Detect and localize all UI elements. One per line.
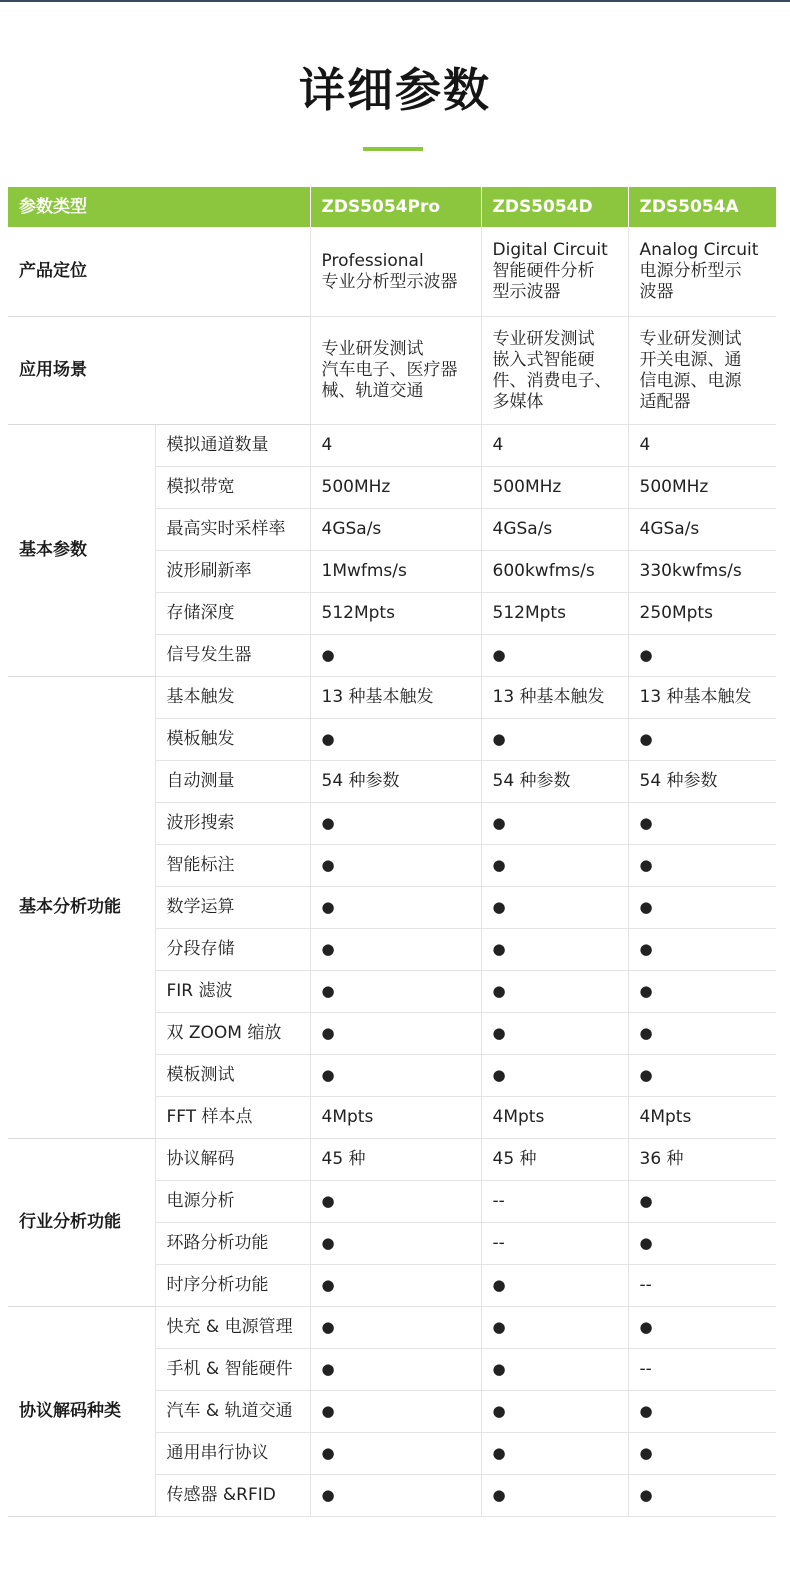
cell-value: 13 种基本触发 bbox=[310, 677, 481, 719]
table-row bbox=[8, 425, 776, 467]
supported-dot: ● bbox=[481, 1391, 628, 1433]
supported-dot: ● bbox=[310, 1391, 481, 1433]
supported-dot: ● bbox=[628, 803, 776, 845]
supported-dot: ● bbox=[481, 1433, 628, 1475]
supported-dot: ● bbox=[628, 719, 776, 761]
supported-dot: ● bbox=[481, 887, 628, 929]
cell-value: 250Mpts bbox=[628, 593, 776, 635]
header-param-type: 参数类型 bbox=[8, 187, 310, 227]
row-application-scenario bbox=[8, 317, 776, 425]
supported-dot: ● bbox=[481, 971, 628, 1013]
cell-value: 4 bbox=[628, 425, 776, 467]
supported-dot: ● bbox=[310, 1223, 481, 1265]
group-label: 协议解码种类 bbox=[8, 1307, 155, 1517]
cell-value: Analog Circuit 电源分析型示 波器 bbox=[628, 227, 776, 317]
supported-dot: ● bbox=[481, 1475, 628, 1517]
cell-value: 专业研发测试 开关电源、通 信电源、电源 适配器 bbox=[628, 317, 776, 425]
header-model-d: ZDS5054D bbox=[481, 187, 628, 227]
spec-table bbox=[8, 187, 776, 1517]
supported-dot: ● bbox=[481, 1307, 628, 1349]
supported-dot: ● bbox=[310, 887, 481, 929]
cell-value: 45 种 bbox=[481, 1139, 628, 1181]
group-label: 基本分析功能 bbox=[8, 677, 155, 1139]
supported-dot: ● bbox=[310, 1349, 481, 1391]
param-name: 协议解码 bbox=[155, 1139, 310, 1181]
supported-dot: ● bbox=[628, 1307, 776, 1349]
param-name: 波形搜索 bbox=[155, 803, 310, 845]
group-label: 基本参数 bbox=[8, 425, 155, 677]
supported-dot: ● bbox=[481, 1013, 628, 1055]
supported-dot: ● bbox=[628, 929, 776, 971]
cell-value: 54 种参数 bbox=[628, 761, 776, 803]
param-name: 快充 & 电源管理 bbox=[155, 1307, 310, 1349]
cell-value: 330kwfms/s bbox=[628, 551, 776, 593]
row-product-positioning bbox=[8, 227, 776, 317]
supported-dot: ● bbox=[310, 845, 481, 887]
param-name: 通用串行协议 bbox=[155, 1433, 310, 1475]
param-name: 模板测试 bbox=[155, 1055, 310, 1097]
not-supported-dash: -- bbox=[481, 1223, 628, 1265]
supported-dot: ● bbox=[310, 971, 481, 1013]
not-supported-dash: -- bbox=[628, 1265, 776, 1307]
cell-value: 512Mpts bbox=[310, 593, 481, 635]
supported-dot: ● bbox=[628, 845, 776, 887]
not-supported-dash: -- bbox=[628, 1349, 776, 1391]
param-name: 分段存储 bbox=[155, 929, 310, 971]
supported-dot: ● bbox=[628, 1055, 776, 1097]
supported-dot: ● bbox=[628, 1223, 776, 1265]
supported-dot: ● bbox=[481, 1349, 628, 1391]
group-label: 行业分析功能 bbox=[8, 1139, 155, 1307]
cell-value: 4Mpts bbox=[310, 1097, 481, 1139]
top-divider bbox=[0, 0, 790, 2]
param-name: 汽车 & 轨道交通 bbox=[155, 1391, 310, 1433]
supported-dot: ● bbox=[628, 1475, 776, 1517]
supported-dot: ● bbox=[310, 1055, 481, 1097]
supported-dot: ● bbox=[628, 1013, 776, 1055]
supported-dot: ● bbox=[628, 1181, 776, 1223]
param-name: 最高实时采样率 bbox=[155, 509, 310, 551]
param-name: 基本触发 bbox=[155, 677, 310, 719]
supported-dot: ● bbox=[310, 1307, 481, 1349]
cell-value: 54 种参数 bbox=[310, 761, 481, 803]
cell-value: 500MHz bbox=[310, 467, 481, 509]
supported-dot: ● bbox=[310, 1475, 481, 1517]
header-model-a: ZDS5054A bbox=[628, 187, 776, 227]
row-label: 应用场景 bbox=[8, 317, 310, 425]
cell-value: 专业研发测试 汽车电子、医疗器 械、轨道交通 bbox=[310, 317, 481, 425]
cell-value: 13 种基本触发 bbox=[628, 677, 776, 719]
table-row bbox=[8, 1139, 776, 1181]
param-name: 手机 & 智能硬件 bbox=[155, 1349, 310, 1391]
supported-dot: ● bbox=[481, 1265, 628, 1307]
supported-dot: ● bbox=[310, 803, 481, 845]
supported-dot: ● bbox=[481, 929, 628, 971]
cell-value: 4GSa/s bbox=[628, 509, 776, 551]
param-name: 智能标注 bbox=[155, 845, 310, 887]
param-name: 传感器 &RFID bbox=[155, 1475, 310, 1517]
title-accent-line bbox=[363, 147, 423, 151]
supported-dot: ● bbox=[310, 719, 481, 761]
supported-dot: ● bbox=[481, 635, 628, 677]
cell-value: 36 种 bbox=[628, 1139, 776, 1181]
param-name: 电源分析 bbox=[155, 1181, 310, 1223]
param-name: 模拟通道数量 bbox=[155, 425, 310, 467]
supported-dot: ● bbox=[481, 845, 628, 887]
supported-dot: ● bbox=[628, 1433, 776, 1475]
param-name: 双 ZOOM 缩放 bbox=[155, 1013, 310, 1055]
cell-value: 1Mwfms/s bbox=[310, 551, 481, 593]
supported-dot: ● bbox=[481, 1055, 628, 1097]
header-model-pro: ZDS5054Pro bbox=[310, 187, 481, 227]
supported-dot: ● bbox=[628, 635, 776, 677]
cell-value: 4Mpts bbox=[481, 1097, 628, 1139]
cell-value: 54 种参数 bbox=[481, 761, 628, 803]
cell-value: 专业研发测试 嵌入式智能硬 件、消费电子、 多媒体 bbox=[481, 317, 628, 425]
table-row bbox=[8, 1307, 776, 1349]
cell-value: 13 种基本触发 bbox=[481, 677, 628, 719]
cell-value: 500MHz bbox=[481, 467, 628, 509]
table-row bbox=[8, 677, 776, 719]
cell-value: 4GSa/s bbox=[481, 509, 628, 551]
supported-dot: ● bbox=[310, 1265, 481, 1307]
param-name: 模拟带宽 bbox=[155, 467, 310, 509]
cell-value: Professional 专业分析型示波器 bbox=[310, 227, 481, 317]
cell-value: 4GSa/s bbox=[310, 509, 481, 551]
param-name: 存储深度 bbox=[155, 593, 310, 635]
cell-value: 4 bbox=[310, 425, 481, 467]
cell-value: 4 bbox=[481, 425, 628, 467]
param-name: 自动测量 bbox=[155, 761, 310, 803]
param-name: 环路分析功能 bbox=[155, 1223, 310, 1265]
param-name: 模板触发 bbox=[155, 719, 310, 761]
supported-dot: ● bbox=[628, 887, 776, 929]
cell-value: Digital Circuit 智能硬件分析 型示波器 bbox=[481, 227, 628, 317]
cell-value: 600kwfms/s bbox=[481, 551, 628, 593]
cell-value: 45 种 bbox=[310, 1139, 481, 1181]
cell-value: 512Mpts bbox=[481, 593, 628, 635]
supported-dot: ● bbox=[628, 1391, 776, 1433]
supported-dot: ● bbox=[481, 803, 628, 845]
supported-dot: ● bbox=[310, 635, 481, 677]
cell-value: 500MHz bbox=[628, 467, 776, 509]
row-label: 产品定位 bbox=[8, 227, 310, 317]
param-name: 波形刷新率 bbox=[155, 551, 310, 593]
supported-dot: ● bbox=[310, 1013, 481, 1055]
param-name: 信号发生器 bbox=[155, 635, 310, 677]
not-supported-dash: -- bbox=[481, 1181, 628, 1223]
param-name: FIR 滤波 bbox=[155, 971, 310, 1013]
supported-dot: ● bbox=[310, 1181, 481, 1223]
table-header-row bbox=[8, 187, 776, 227]
supported-dot: ● bbox=[310, 1433, 481, 1475]
supported-dot: ● bbox=[481, 719, 628, 761]
page-title: 详细参数 bbox=[299, 63, 491, 117]
supported-dot: ● bbox=[310, 929, 481, 971]
supported-dot: ● bbox=[628, 971, 776, 1013]
param-name: 时序分析功能 bbox=[155, 1265, 310, 1307]
param-name: 数学运算 bbox=[155, 887, 310, 929]
cell-value: 4Mpts bbox=[628, 1097, 776, 1139]
param-name: FFT 样本点 bbox=[155, 1097, 310, 1139]
